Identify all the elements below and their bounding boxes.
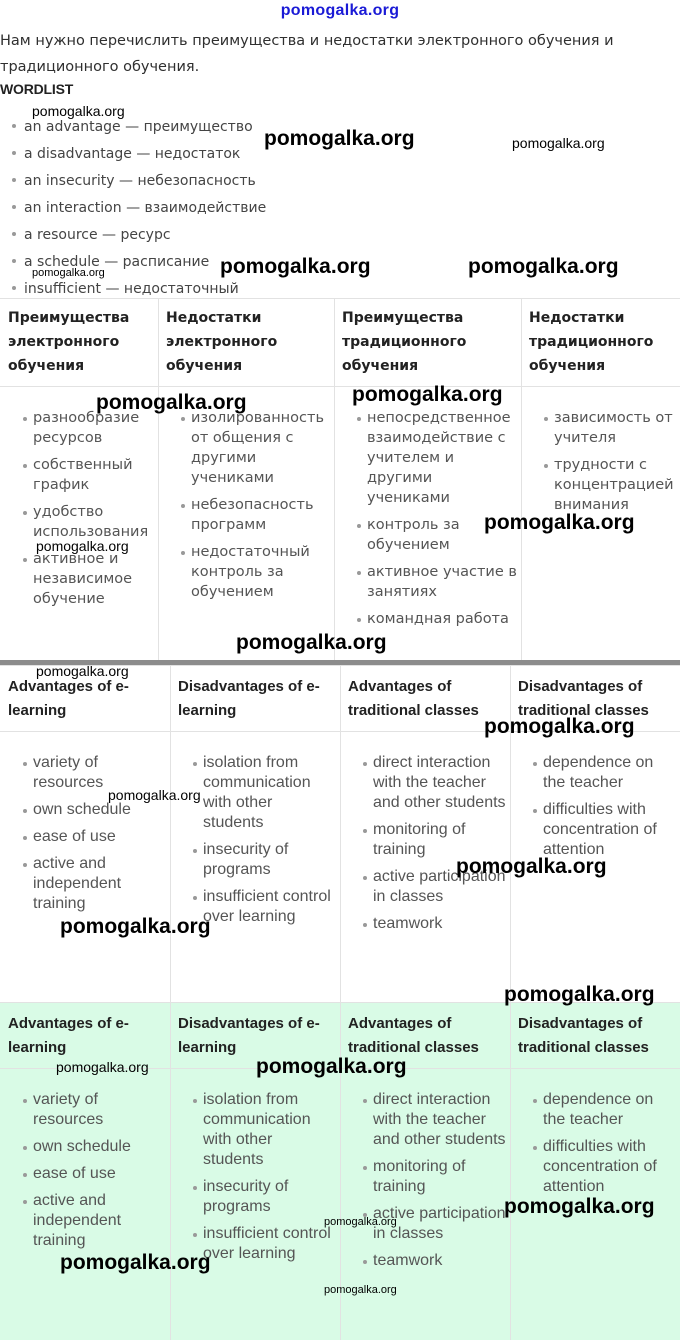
bullet-icon bbox=[533, 1099, 537, 1103]
list-item: непосредственное взаимодействие с учителем и другими учениками bbox=[367, 408, 517, 508]
bullet-list bbox=[373, 753, 506, 934]
bullet-icon bbox=[363, 1260, 367, 1264]
table-header-cell: Disadvantages of e-learning bbox=[178, 1015, 320, 1056]
watermark: pomogalka.org bbox=[512, 135, 605, 151]
watermark: pomogalka.org bbox=[236, 631, 387, 654]
bullet-icon bbox=[12, 205, 16, 209]
bullet-icon bbox=[181, 551, 185, 555]
bullet-icon bbox=[363, 923, 367, 927]
watermark: pomogalka.org bbox=[484, 715, 635, 738]
bullet-list bbox=[33, 1090, 166, 1251]
bullet-icon bbox=[193, 762, 197, 766]
watermark: pomogalka.org bbox=[108, 787, 201, 803]
wordlist-title: WORDLIST bbox=[0, 81, 74, 97]
bullet-list bbox=[373, 1090, 506, 1271]
bullet-icon bbox=[23, 464, 27, 468]
bullet-icon bbox=[23, 762, 27, 766]
list-item: direct interaction with the teacher and other students bbox=[373, 753, 506, 813]
list-item: insecurity of programs bbox=[203, 1177, 336, 1217]
list-item: недостаточный контроль за обучением bbox=[191, 542, 330, 602]
bullet-list bbox=[191, 408, 330, 602]
watermark: pomogalka.org bbox=[60, 1251, 211, 1274]
list-item: ease of use bbox=[33, 1164, 166, 1184]
list-item: dependence on the teacher bbox=[543, 1090, 676, 1130]
watermark: pomogalka.org bbox=[36, 538, 129, 554]
table-column-divider bbox=[170, 1002, 171, 1340]
list-item: teamwork bbox=[373, 1251, 506, 1271]
bullet-icon bbox=[181, 417, 185, 421]
bullet-icon bbox=[12, 259, 16, 263]
table-header-cell: Disadvantages of traditional classes bbox=[518, 1015, 649, 1056]
bullet-icon bbox=[23, 1099, 27, 1103]
bullet-icon bbox=[12, 286, 16, 290]
table-header-cell: Advantages of e-learning bbox=[8, 678, 129, 719]
bullet-list bbox=[543, 1090, 676, 1197]
bullet-icon bbox=[181, 504, 185, 508]
table-body-cell bbox=[203, 1090, 336, 1271]
table-header-cell: Преимущества традиционного обучения bbox=[342, 310, 467, 374]
list-item: difficulties with concentration of attention bbox=[543, 800, 676, 860]
list-item: собственный график bbox=[33, 455, 154, 495]
table-body-cell bbox=[543, 753, 676, 867]
list-item: direct interaction with the teacher and other students bbox=[373, 1090, 506, 1150]
wordlist-item: a disadvantage — недостаток bbox=[12, 143, 266, 170]
bullet-icon bbox=[23, 1173, 27, 1177]
table-header-cell: Advantages of traditional classes bbox=[348, 678, 479, 719]
list-item: dependence on the teacher bbox=[543, 753, 676, 793]
watermark: pomogalka.org bbox=[56, 1059, 149, 1075]
table-column-divider bbox=[510, 1002, 511, 1340]
table-column-divider bbox=[340, 665, 341, 1002]
list-item: monitoring of training bbox=[373, 820, 506, 860]
list-item: active participation in classes bbox=[373, 1204, 506, 1244]
bullet-icon bbox=[12, 124, 16, 128]
watermark: pomogalka.org bbox=[256, 1055, 407, 1078]
bullet-icon bbox=[357, 524, 361, 528]
watermark: pomogalka.org bbox=[456, 855, 607, 878]
bullet-icon bbox=[23, 809, 27, 813]
bullet-icon bbox=[12, 232, 16, 236]
bullet-icon bbox=[23, 511, 27, 515]
list-item: isolation from communication with other students bbox=[203, 1090, 336, 1170]
list-item: трудности с концентрацией внимания bbox=[554, 455, 676, 515]
watermark: pomogalka.org bbox=[32, 103, 125, 119]
table-body-cell bbox=[33, 753, 166, 921]
bullet-icon bbox=[23, 1146, 27, 1150]
list-item: командная работа bbox=[367, 609, 517, 629]
watermark: pomogalka.org bbox=[352, 383, 503, 406]
bullet-icon bbox=[544, 464, 548, 468]
bullet-icon bbox=[533, 1146, 537, 1150]
bullet-list bbox=[203, 1090, 336, 1264]
watermark: pomogalka.org bbox=[504, 983, 655, 1006]
list-item: зависимость от учителя bbox=[554, 408, 676, 448]
table-body-cell bbox=[203, 753, 336, 934]
list-item: teamwork bbox=[373, 914, 506, 934]
bullet-list bbox=[203, 753, 336, 927]
table-body-cell bbox=[33, 408, 154, 616]
bullet-icon bbox=[193, 1099, 197, 1103]
intro-text: Нам нужно перечислить преимущества и недостатки электронного обучения и традиционного обучения. bbox=[0, 33, 614, 75]
watermark: pomogalka.org bbox=[36, 663, 129, 679]
table-header-cell: Преимущества электронного обучения bbox=[8, 310, 130, 374]
bullet-list bbox=[33, 753, 166, 914]
wordlist-item: a resource — ресурс bbox=[12, 224, 266, 251]
table-header-divider bbox=[0, 386, 680, 387]
list-item: isolation from communication with other students bbox=[203, 753, 336, 833]
wordlist-item: an interaction — взаимодействие bbox=[12, 197, 266, 224]
bullet-icon bbox=[363, 876, 367, 880]
watermark: pomogalka.org bbox=[264, 127, 415, 150]
watermark: pomogalka.org bbox=[60, 915, 211, 938]
list-item: небезопасность программ bbox=[191, 495, 330, 535]
bullet-icon bbox=[23, 863, 27, 867]
table-border bbox=[0, 298, 680, 299]
bullet-icon bbox=[544, 417, 548, 421]
bullet-icon bbox=[357, 618, 361, 622]
bullet-icon bbox=[363, 762, 367, 766]
list-item: изолированность от общения с другими учениками bbox=[191, 408, 330, 488]
bullet-icon bbox=[193, 1233, 197, 1237]
list-item: active participation in classes bbox=[373, 867, 506, 907]
list-item: активное участие в занятиях bbox=[367, 562, 517, 602]
list-item: own schedule bbox=[33, 1137, 166, 1157]
table-header-cell: Advantages of traditional classes bbox=[348, 1015, 479, 1056]
watermark: pomogalka.org bbox=[220, 255, 371, 278]
wordlist-item: insufficient — недостаточный bbox=[12, 278, 266, 305]
watermark: pomogalka.org bbox=[504, 1195, 655, 1218]
list-item: контроль за обучением bbox=[367, 515, 517, 555]
list-item: active and independent training bbox=[33, 1191, 166, 1251]
list-item: active and independent training bbox=[33, 854, 166, 914]
bullet-icon bbox=[23, 1200, 27, 1204]
table-body-cell bbox=[33, 1090, 166, 1258]
bullet-icon bbox=[23, 836, 27, 840]
bullet-icon bbox=[12, 151, 16, 155]
list-item: variety of resources bbox=[33, 1090, 166, 1130]
table-russian bbox=[0, 298, 680, 660]
table-header-cell: Недостатки традиционного обучения bbox=[529, 310, 654, 374]
site-link-header[interactable]: pomogalka.org bbox=[280, 2, 400, 19]
bullet-icon bbox=[363, 1099, 367, 1103]
table-column-divider bbox=[334, 298, 335, 660]
table-body-cell bbox=[543, 1090, 676, 1204]
watermark: pomogalka.org bbox=[324, 1216, 397, 1228]
table-header-cell: Advantages of e-learning bbox=[8, 1015, 129, 1056]
bullet-icon bbox=[357, 417, 361, 421]
list-item: insufficient control over learning bbox=[203, 887, 336, 927]
bullet-icon bbox=[533, 809, 537, 813]
table-body-cell bbox=[191, 408, 330, 609]
bullet-icon bbox=[23, 417, 27, 421]
bullet-icon bbox=[193, 1186, 197, 1190]
table-column-divider bbox=[170, 665, 171, 1002]
list-item: разнообразие ресурсов bbox=[33, 408, 154, 448]
table-column-divider bbox=[521, 298, 522, 660]
table-body-cell bbox=[373, 1090, 506, 1278]
bullet-icon bbox=[357, 571, 361, 575]
bullet-icon bbox=[193, 896, 197, 900]
list-item: variety of resources bbox=[33, 753, 166, 793]
watermark: pomogalka.org bbox=[96, 391, 247, 414]
bullet-list bbox=[33, 408, 154, 609]
bullet-icon bbox=[363, 829, 367, 833]
list-item: удобство использования bbox=[33, 502, 154, 542]
wordlist-item: an insecurity — небезопасность bbox=[12, 170, 266, 197]
bullet-list bbox=[543, 753, 676, 860]
watermark: pomogalka.org bbox=[324, 1284, 397, 1296]
list-item: difficulties with concentration of attention bbox=[543, 1137, 676, 1197]
list-item: own schedule bbox=[33, 800, 166, 820]
bullet-icon bbox=[12, 178, 16, 182]
bullet-icon bbox=[363, 1166, 367, 1170]
bullet-icon bbox=[23, 558, 27, 562]
list-item: ease of use bbox=[33, 827, 166, 847]
bullet-icon bbox=[533, 762, 537, 766]
list-item: insufficient control over learning bbox=[203, 1224, 336, 1264]
list-item: insecurity of programs bbox=[203, 840, 336, 880]
watermark: pomogalka.org bbox=[468, 255, 619, 278]
list-item: monitoring of training bbox=[373, 1157, 506, 1197]
bullet-icon bbox=[193, 849, 197, 853]
wordlist-item: an advantage — преимущество bbox=[12, 116, 266, 143]
watermark: pomogalka.org bbox=[32, 267, 105, 279]
bullet-list bbox=[554, 408, 676, 515]
list-item: активное и независимое обучение bbox=[33, 549, 154, 609]
table-body-cell bbox=[373, 753, 506, 941]
watermark: pomogalka.org bbox=[484, 511, 635, 534]
table-header-cell: Недостатки электронного обучения bbox=[166, 310, 278, 374]
table-header-cell: Disadvantages of e-learning bbox=[178, 678, 320, 719]
wordlist-item: a schedule — расписание bbox=[12, 251, 266, 278]
table-header-cell: Disadvantages of traditional classes bbox=[518, 678, 649, 719]
table-body-cell bbox=[554, 408, 676, 522]
table-column-divider bbox=[158, 298, 159, 660]
